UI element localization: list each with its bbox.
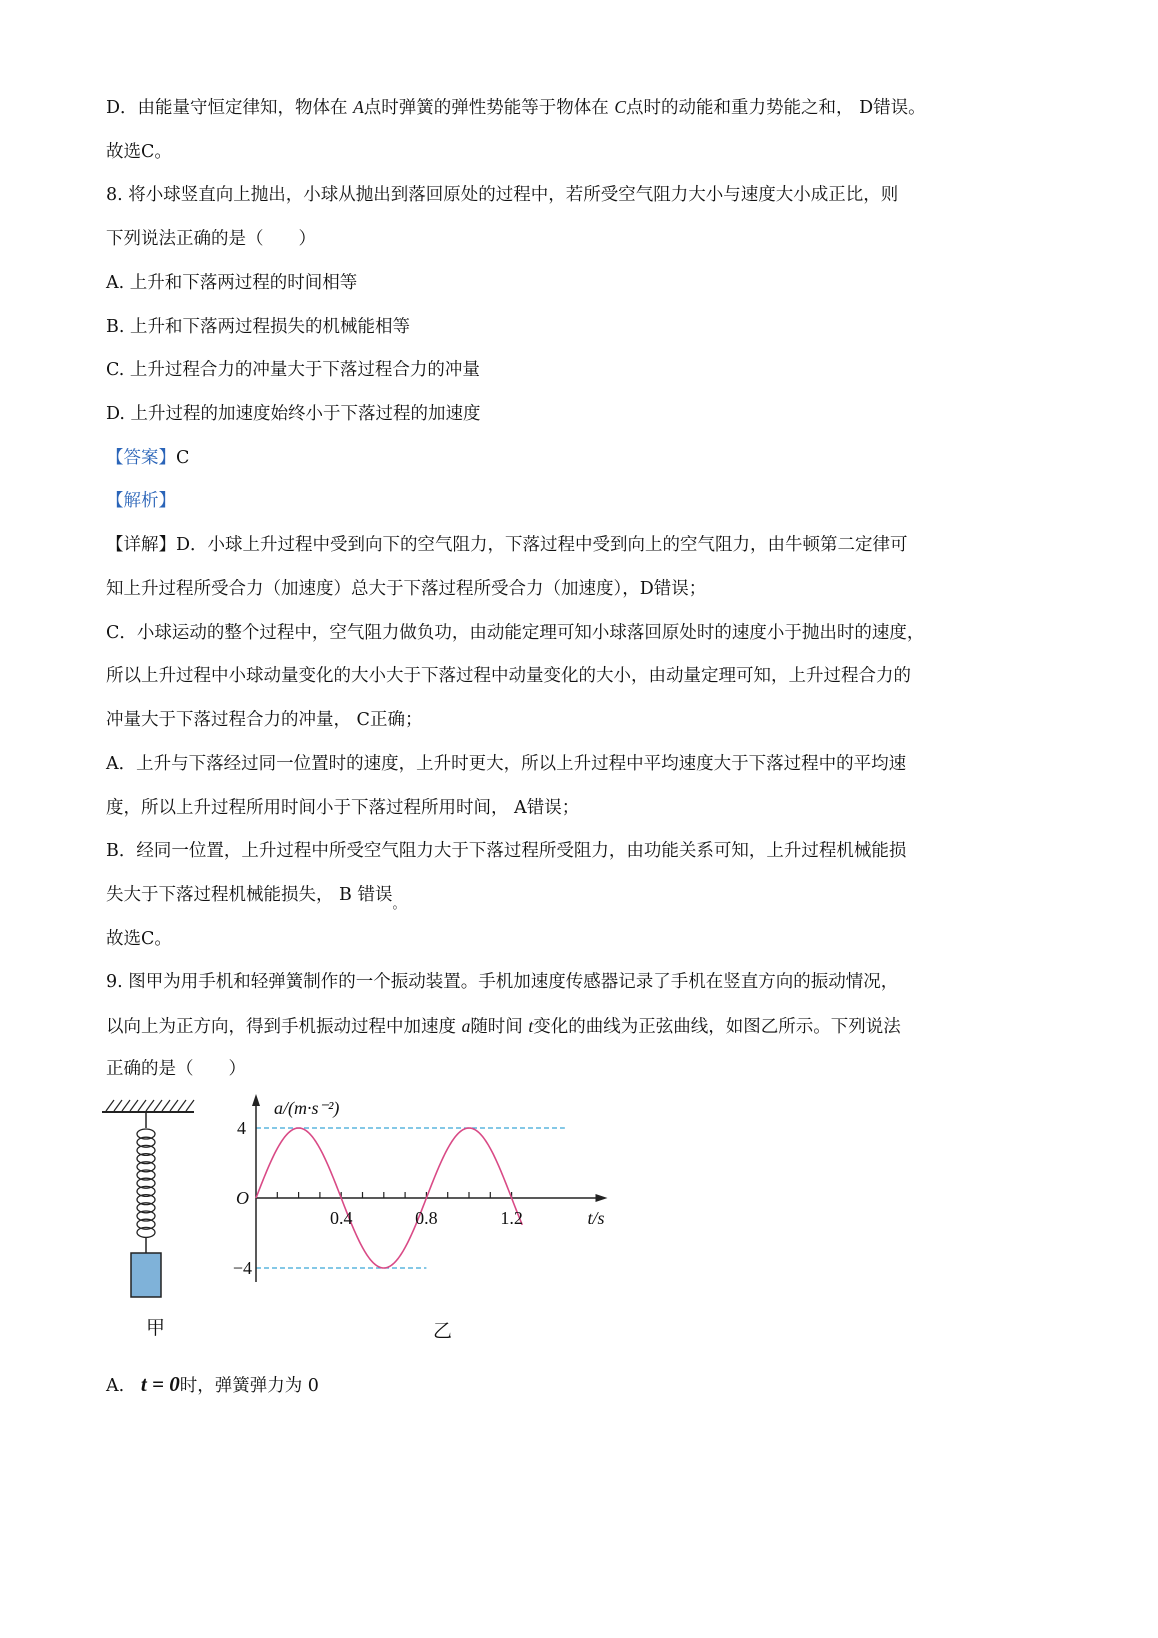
detail-line-6: A．上升与下落经过同一位置时的速度，上升时更大，所以上升过程中平均速度大于下落过程中的平均速 [106,754,907,774]
detail-line-8: B．经同一位置，上升过程中所受空气阻力大于下落过程所受阻力，由功能关系可知，上升过程机械能损 [106,841,907,861]
answer-value: C [176,448,190,468]
y-tick-label: 4 [237,1118,246,1138]
y-axis-arrow [252,1094,260,1106]
question-9-stem-line2: 以向上为正方向，得到手机振动过程中加速度 a随时间 t变化的曲线为正弦曲线，如图乙所示。下列说法 [106,1016,901,1037]
spring-device-figure [100,1098,200,1308]
origin-label: O [236,1188,249,1208]
figure-caption-yi: 乙 [433,1320,453,1342]
detail-line-3: C．小球运动的整个过程中，空气阻力做负功，由动能定理可知小球落回原处时的速度小于抛出时的速度， [106,623,925,643]
detail-line-7: 度，所以上升过程所用时间小于下落过程所用时间， A错误； [106,798,580,818]
x-tick-label: 0.8 [415,1208,438,1228]
option-b: B. 上升和下落两过程损失的机械能相等 [106,317,410,337]
y-tick-label: −4 [232,1258,252,1278]
option-a: A. 上升和下落两过程的时间相等 [106,273,358,293]
x-axis-arrow [596,1194,608,1202]
acceleration-time-chart [228,1090,628,1290]
option-a-math: t = 0 [140,1372,180,1396]
x-tick-label: 0.4 [329,1208,353,1228]
q9-option-a: A. t = 0时，弹簧弹力为 0 [106,1372,319,1396]
spring [137,1129,155,1237]
question-9-stem-line1: 9. 图甲为用手机和轻弹簧制作的一个振动装置。手机加速度传感器记录了手机在竖直方向的振动情况， [106,972,899,992]
detail-line-10: 故选C。 [106,929,172,949]
x-axis-label: t/s [587,1208,605,1228]
figure-caption-jia: 甲 [146,1317,166,1339]
analysis-label: 【解析】 [106,491,176,511]
detail-line-9: 失大于下落过程机械能损失， B 错误$_。$ [106,885,406,912]
phone-block [131,1253,161,1297]
solution-line-d: D．由能量守恒定律知，物体在 A点时弹簧的弹性势能等于物体在 C点时的动能和重力势能之和， D错误。 [106,97,926,118]
ceiling-hatch [106,1100,194,1111]
detail-line-1: 【详解】D．小球上升过程中受到向下的空气阻力，下落过程中受到向上的空气阻力，由牛顿第二定律可 [106,535,908,555]
y-axis-label: a/(m·s⁻²) [274,1098,340,1118]
detail-line-4: 所以上升过程中小球动量变化的大小大于下落过程中动量变化的大小，由动量定理可知，上升过程合力的 [106,666,911,686]
question-8-stem-line2: 下列说法正确的是（ ） [106,229,316,249]
detail-line-5: 冲量大于下落过程合力的冲量， C正确； [106,710,423,730]
question-8-stem-line1: 8. 将小球竖直向上抛出，小球从抛出到落回原处的过程中，若所受空气阻力大小与速度大小成正比，则 [106,185,899,205]
detail-period: 。 [392,897,406,912]
x-tick-label: 1.2 [500,1208,523,1228]
conclusion-line: 故选C。 [106,142,172,162]
detail-line-2: 知上升过程所受合力（加速度）总大于下落过程所受合力（加速度），D错误； [106,579,707,599]
detail-label: 【详解】 [106,535,176,555]
answer-label: 【答案】 [106,448,176,468]
option-c: C. 上升过程合力的冲量大于下落过程合力的冲量 [106,360,480,380]
option-d: D. 上升过程的加速度始终小于下落过程的加速度 [106,404,481,424]
question-9-stem-line3: 正确的是（ ） [106,1059,246,1079]
answer-line [106,446,189,470]
